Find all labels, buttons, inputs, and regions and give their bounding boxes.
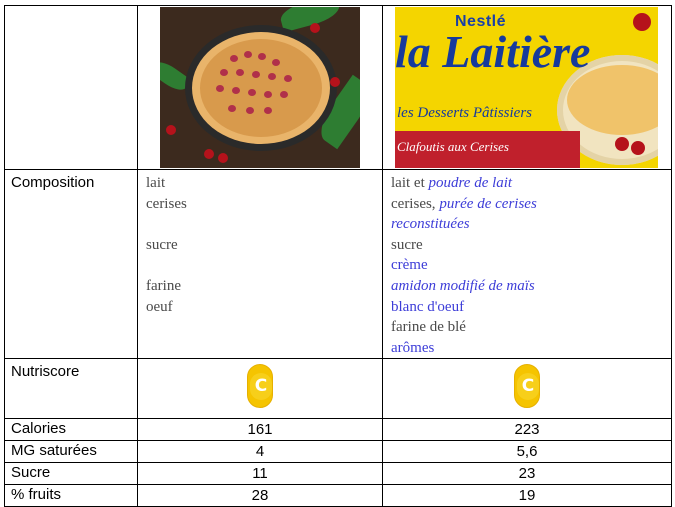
ingredient: cerises (146, 195, 187, 212)
homemade-nutriscore-cell (138, 359, 383, 419)
table-row (5, 485, 672, 507)
homemade-value: 161 (138, 419, 383, 441)
homemade-clafoutis-photo (160, 7, 360, 168)
ingredient-line (391, 338, 671, 359)
homemade-photo-cell (138, 6, 383, 170)
nutriscore-label: Nutriscore (5, 359, 138, 419)
ingredient (146, 214, 382, 235)
ingredient-line (391, 194, 671, 215)
ingredient: farine (146, 277, 181, 294)
ingredient: lait (146, 175, 166, 191)
homemade-value: 28 (138, 485, 383, 507)
nutriscore-badge (514, 364, 540, 408)
table-row (5, 419, 672, 441)
homemade-value: 11 (138, 463, 383, 485)
additive-ingredient: poudre de lait (428, 175, 513, 191)
table-row (5, 463, 672, 485)
empty-corner-cell (5, 6, 138, 170)
photo-row (5, 6, 672, 170)
composition-label: Composition (5, 170, 138, 359)
commercial-value: 223 (383, 419, 672, 441)
homemade-value: 4 (138, 441, 383, 463)
composition-row (5, 170, 672, 359)
commercial-value: 19 (383, 485, 672, 507)
package-brand-small: Nestlé (455, 13, 507, 30)
ingredient-line (391, 297, 671, 318)
row-label-sugar: Sucre (5, 463, 138, 485)
package-product: Clafoutis aux Cerises (397, 139, 509, 154)
nutriscore-grade: C (517, 373, 539, 400)
ingredient: sucre (391, 236, 423, 253)
ingredient: sucre (146, 236, 178, 253)
row-label-saturated-fat: MG saturées (5, 441, 138, 463)
comparison-table (4, 5, 672, 507)
additive-ingredient: purée de cerises (439, 195, 537, 212)
commercial-value: 5,6 (383, 441, 672, 463)
ingredient: oeuf (146, 298, 173, 315)
ingredient-line (391, 214, 671, 235)
package-brand: la Laitière (395, 26, 591, 77)
nutriscore-grade: C (250, 373, 272, 400)
additive-ingredient: blanc d'oeuf (391, 298, 465, 315)
ingredient-line (391, 255, 671, 276)
package-line: les Desserts Pâtissiers (397, 105, 532, 121)
ingredient-line (391, 317, 671, 338)
commercial-photo-cell (383, 6, 672, 170)
ingredient-line (391, 276, 671, 297)
ingredient: lait et (391, 175, 429, 191)
additive-ingredient: arômes (391, 339, 435, 356)
ingredient: cerises, (391, 195, 440, 212)
ingredient: farine de blé (391, 319, 466, 336)
nutriscore-row (5, 359, 672, 419)
ingredient (146, 255, 382, 276)
nutriscore-badge (247, 364, 273, 408)
ingredient-line (391, 173, 671, 194)
table-row (5, 441, 672, 463)
commercial-ingredients (383, 170, 672, 359)
row-label-calories: Calories (5, 419, 138, 441)
additive-ingredient: amidon modifié de maïs (391, 277, 535, 294)
homemade-ingredients (138, 170, 383, 359)
row-label-fruit-percent: % fruits (5, 485, 138, 507)
additive-ingredient: reconstituées (391, 216, 470, 233)
commercial-nutriscore-cell (383, 359, 672, 419)
additive-ingredient: crème (391, 257, 428, 274)
commercial-package-photo (395, 7, 658, 168)
commercial-value: 23 (383, 463, 672, 485)
ingredient-line (391, 235, 671, 256)
